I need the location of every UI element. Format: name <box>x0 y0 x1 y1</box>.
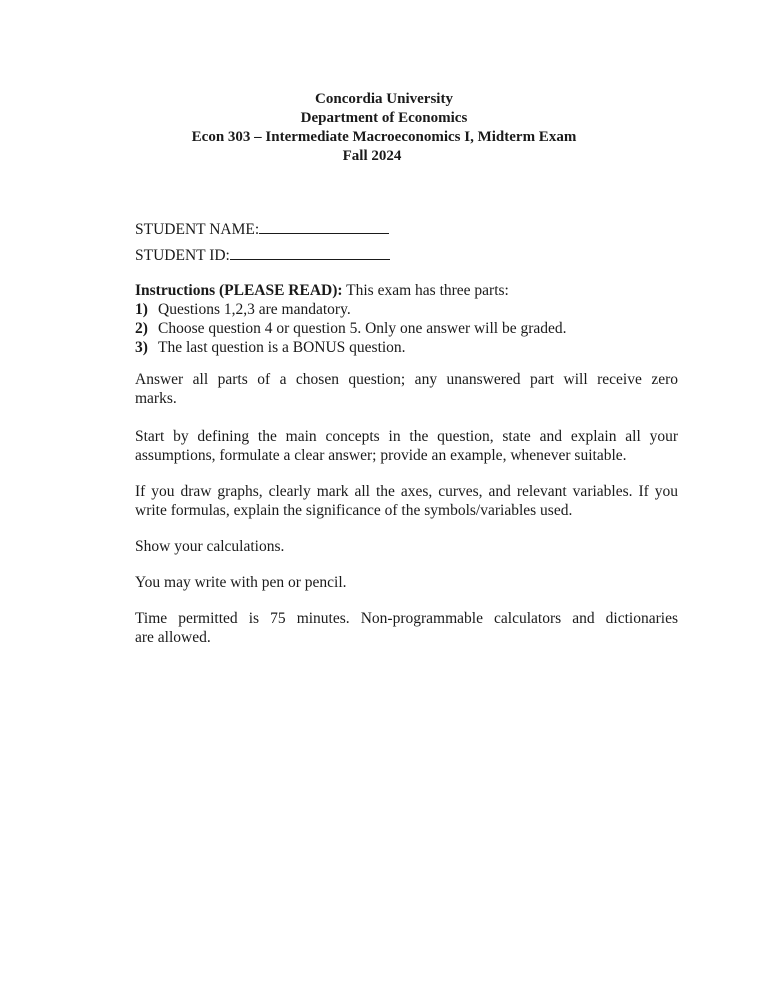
list-item-text: Questions 1,2,3 are mandatory. <box>158 301 351 318</box>
start-by-defining-paragraph <box>135 427 678 465</box>
paragraph-line: Start by defining the main concepts in the question, state and explain all your <box>135 428 678 445</box>
list-item-number: 3) <box>135 339 148 356</box>
instructions-intro <box>135 281 678 300</box>
paragraph-line: assumptions, formulate a clear answer; provide an example, whenever suitable. <box>135 447 627 464</box>
student-id-field[interactable] <box>135 245 390 265</box>
paragraph-line: Time permitted is 75 minutes. Non-programmable calculators and dictionaries <box>135 610 678 627</box>
list-item <box>135 300 678 319</box>
list-item-number: 1) <box>135 301 148 318</box>
pen-pencil-paragraph <box>135 573 678 592</box>
department-name: Department of Economics <box>300 110 468 126</box>
course-title: Econ 303 – Intermediate Macroeconomics I, Midterm Exam <box>191 129 577 145</box>
list-item <box>135 319 678 338</box>
list-item <box>135 338 678 357</box>
list-item-text: The last question is a BONUS question. <box>158 339 406 356</box>
paragraph-line: marks. <box>135 390 177 407</box>
paragraph-line: If you draw graphs, clearly mark all the axes, curves, and relevant variables. If you <box>135 483 678 500</box>
instructions-section <box>135 281 678 357</box>
paragraph-line: Answer all parts of a chosen question; any unanswered part will receive zero <box>135 371 678 388</box>
time-permitted-paragraph <box>135 609 678 647</box>
student-name-blank[interactable] <box>259 219 389 234</box>
paragraph-line: write formulas, explain the significance of the symbols/variables used. <box>135 502 573 519</box>
university-name: Concordia University <box>315 91 453 107</box>
answer-all-paragraph <box>135 370 678 408</box>
paragraph-line: are allowed. <box>135 629 211 646</box>
list-item-number: 2) <box>135 320 148 337</box>
student-id-label: STUDENT ID: <box>135 247 230 264</box>
paragraph-line: You may write with pen or pencil. <box>135 574 347 591</box>
paragraph-line: Show your calculations. <box>135 538 285 555</box>
list-item-text: Choose question 4 or question 5. Only one answer will be graded. <box>158 320 567 337</box>
student-name-field[interactable] <box>135 219 389 239</box>
show-calculations-paragraph <box>135 537 678 556</box>
instructions-intro-text: This exam has three parts: <box>342 282 509 299</box>
exam-header <box>0 90 768 166</box>
graphs-paragraph <box>135 482 678 520</box>
student-name-label: STUDENT NAME: <box>135 221 260 238</box>
instructions-heading: Instructions (PLEASE READ): <box>135 282 343 299</box>
exam-term: Fall 2024 <box>342 148 402 164</box>
student-id-blank[interactable] <box>230 245 390 260</box>
instructions-list <box>135 300 678 357</box>
